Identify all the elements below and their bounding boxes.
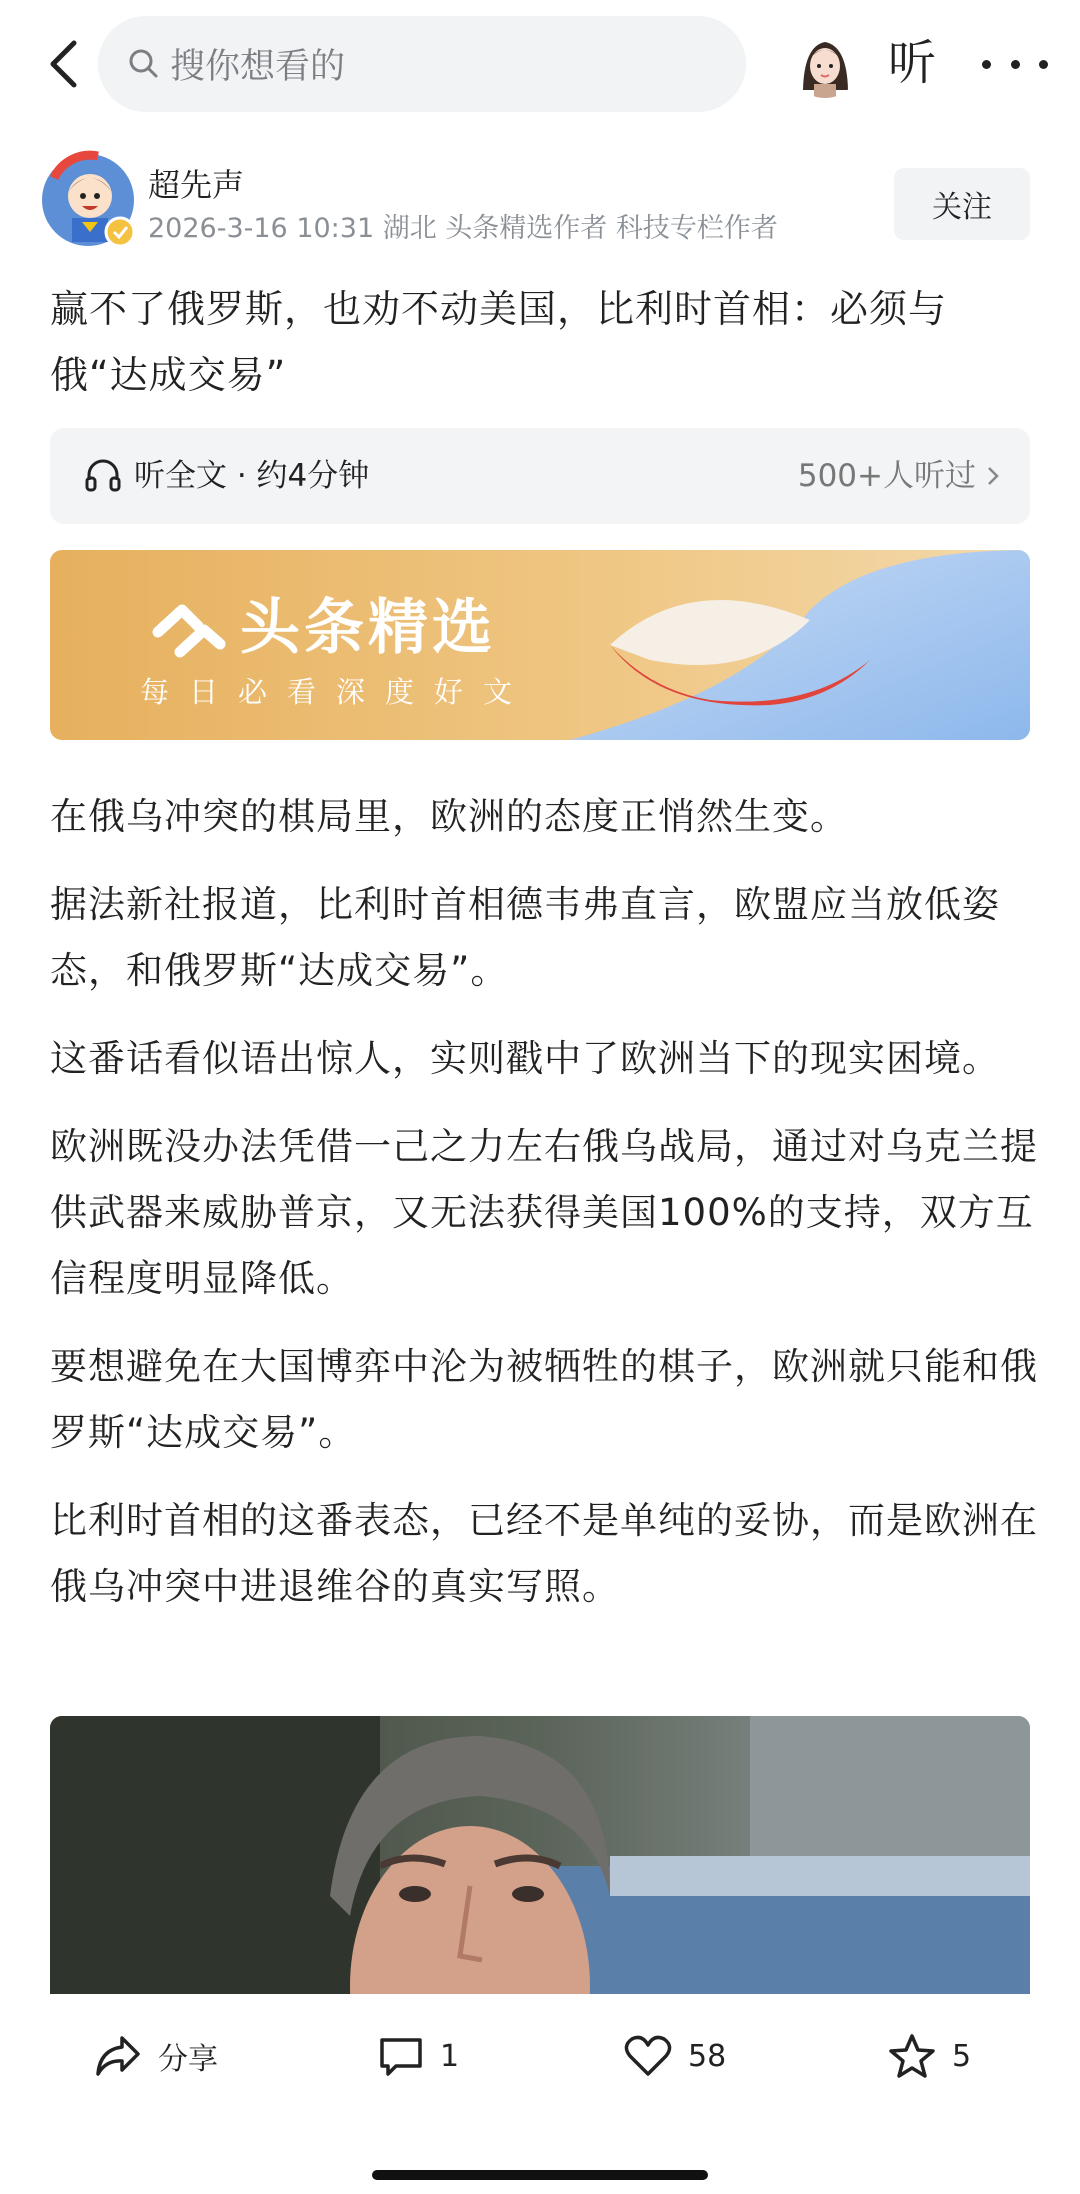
comment-count: 1 [440,2038,460,2074]
article-title: 赢不了俄罗斯，也劝不动美国，比利时首相：必须与俄“达成交易” [50,287,948,397]
dot [982,60,991,69]
share-button[interactable] [94,2024,218,2088]
listen-label: 听全文 · 约4分钟 [134,458,370,494]
reader-avatar-image [790,28,860,98]
paragraph: 这番话看似语出惊人，实则戳中了欧洲当下的现实困境。 [50,1037,1000,1080]
favorite-button[interactable] [888,2024,971,2088]
paragraph: 欧洲既没办法凭借一己之力左右俄乌战局，通过对乌克兰提供武器来威胁普京，又无法获得美国100%的支持，双方互信程度明显降低。 [50,1125,1038,1300]
share-icon [94,2034,142,2078]
listen-full-text-bar[interactable] [50,428,1030,524]
star-icon [888,2033,936,2079]
featured-banner[interactable] [50,550,1030,740]
like-button[interactable] [624,2024,726,2088]
paragraph: 比利时首相的这番表态，已经不是单纯的妥协，而是欧洲在俄乌冲突中进退维谷的真实写照。 [50,1499,1038,1608]
comment-button[interactable] [378,2024,459,2088]
reader-avatar[interactable] [790,28,860,98]
top-bar [0,0,1080,130]
toutiao-logo-icon [140,590,240,670]
article-photo[interactable] [50,1716,1030,1994]
favorite-count: 5 [952,2038,972,2074]
author-meta: 2026-3-16 10:31 湖北 头条精选作者 科技专栏作者 [148,213,778,244]
search-input[interactable] [98,16,746,112]
banner-subtitle: 每日必看深度好文 [140,675,533,709]
paragraph: 在俄乌冲突的棋局里，欧洲的态度正悄然生变。 [50,795,848,838]
paragraph: 据法新社报道，比利时首相德韦弗直言，欧盟应当放低姿态，和俄罗斯“达成交易”。 [50,883,1000,992]
more-dots-icon[interactable] [982,56,1048,72]
article-photo-image [50,1716,1030,1994]
headphones-icon [84,456,122,494]
home-indicator[interactable] [372,2170,708,2180]
dot [1039,60,1048,69]
listen-count: 500+人听过 [797,458,976,494]
search-placeholder: 搜你想看的 [170,47,346,87]
banner-title: 头条精选 [240,593,496,663]
author-avatar-image [38,148,140,250]
article-body [50,784,1040,1642]
dot [1011,60,1020,69]
comment-icon [378,2034,424,2078]
listen-button[interactable]: 听 [888,35,937,91]
paragraph: 要想避免在大国博弈中沦为被牺牲的棋子，欧洲就只能和俄罗斯“达成交易”。 [50,1345,1038,1454]
chevron-right-icon [986,465,1000,487]
follow-button[interactable]: 关注 [894,168,1030,240]
like-count: 58 [688,2038,727,2074]
bottom-action-bar [0,1994,1080,2194]
search-icon [128,48,160,80]
share-label: 分享 [158,2042,218,2077]
author-name[interactable]: 超先声 [148,166,245,204]
author-avatar[interactable] [38,148,140,250]
back-button[interactable] [38,36,88,92]
back-arrow-icon [48,39,78,89]
heart-icon [624,2034,672,2078]
